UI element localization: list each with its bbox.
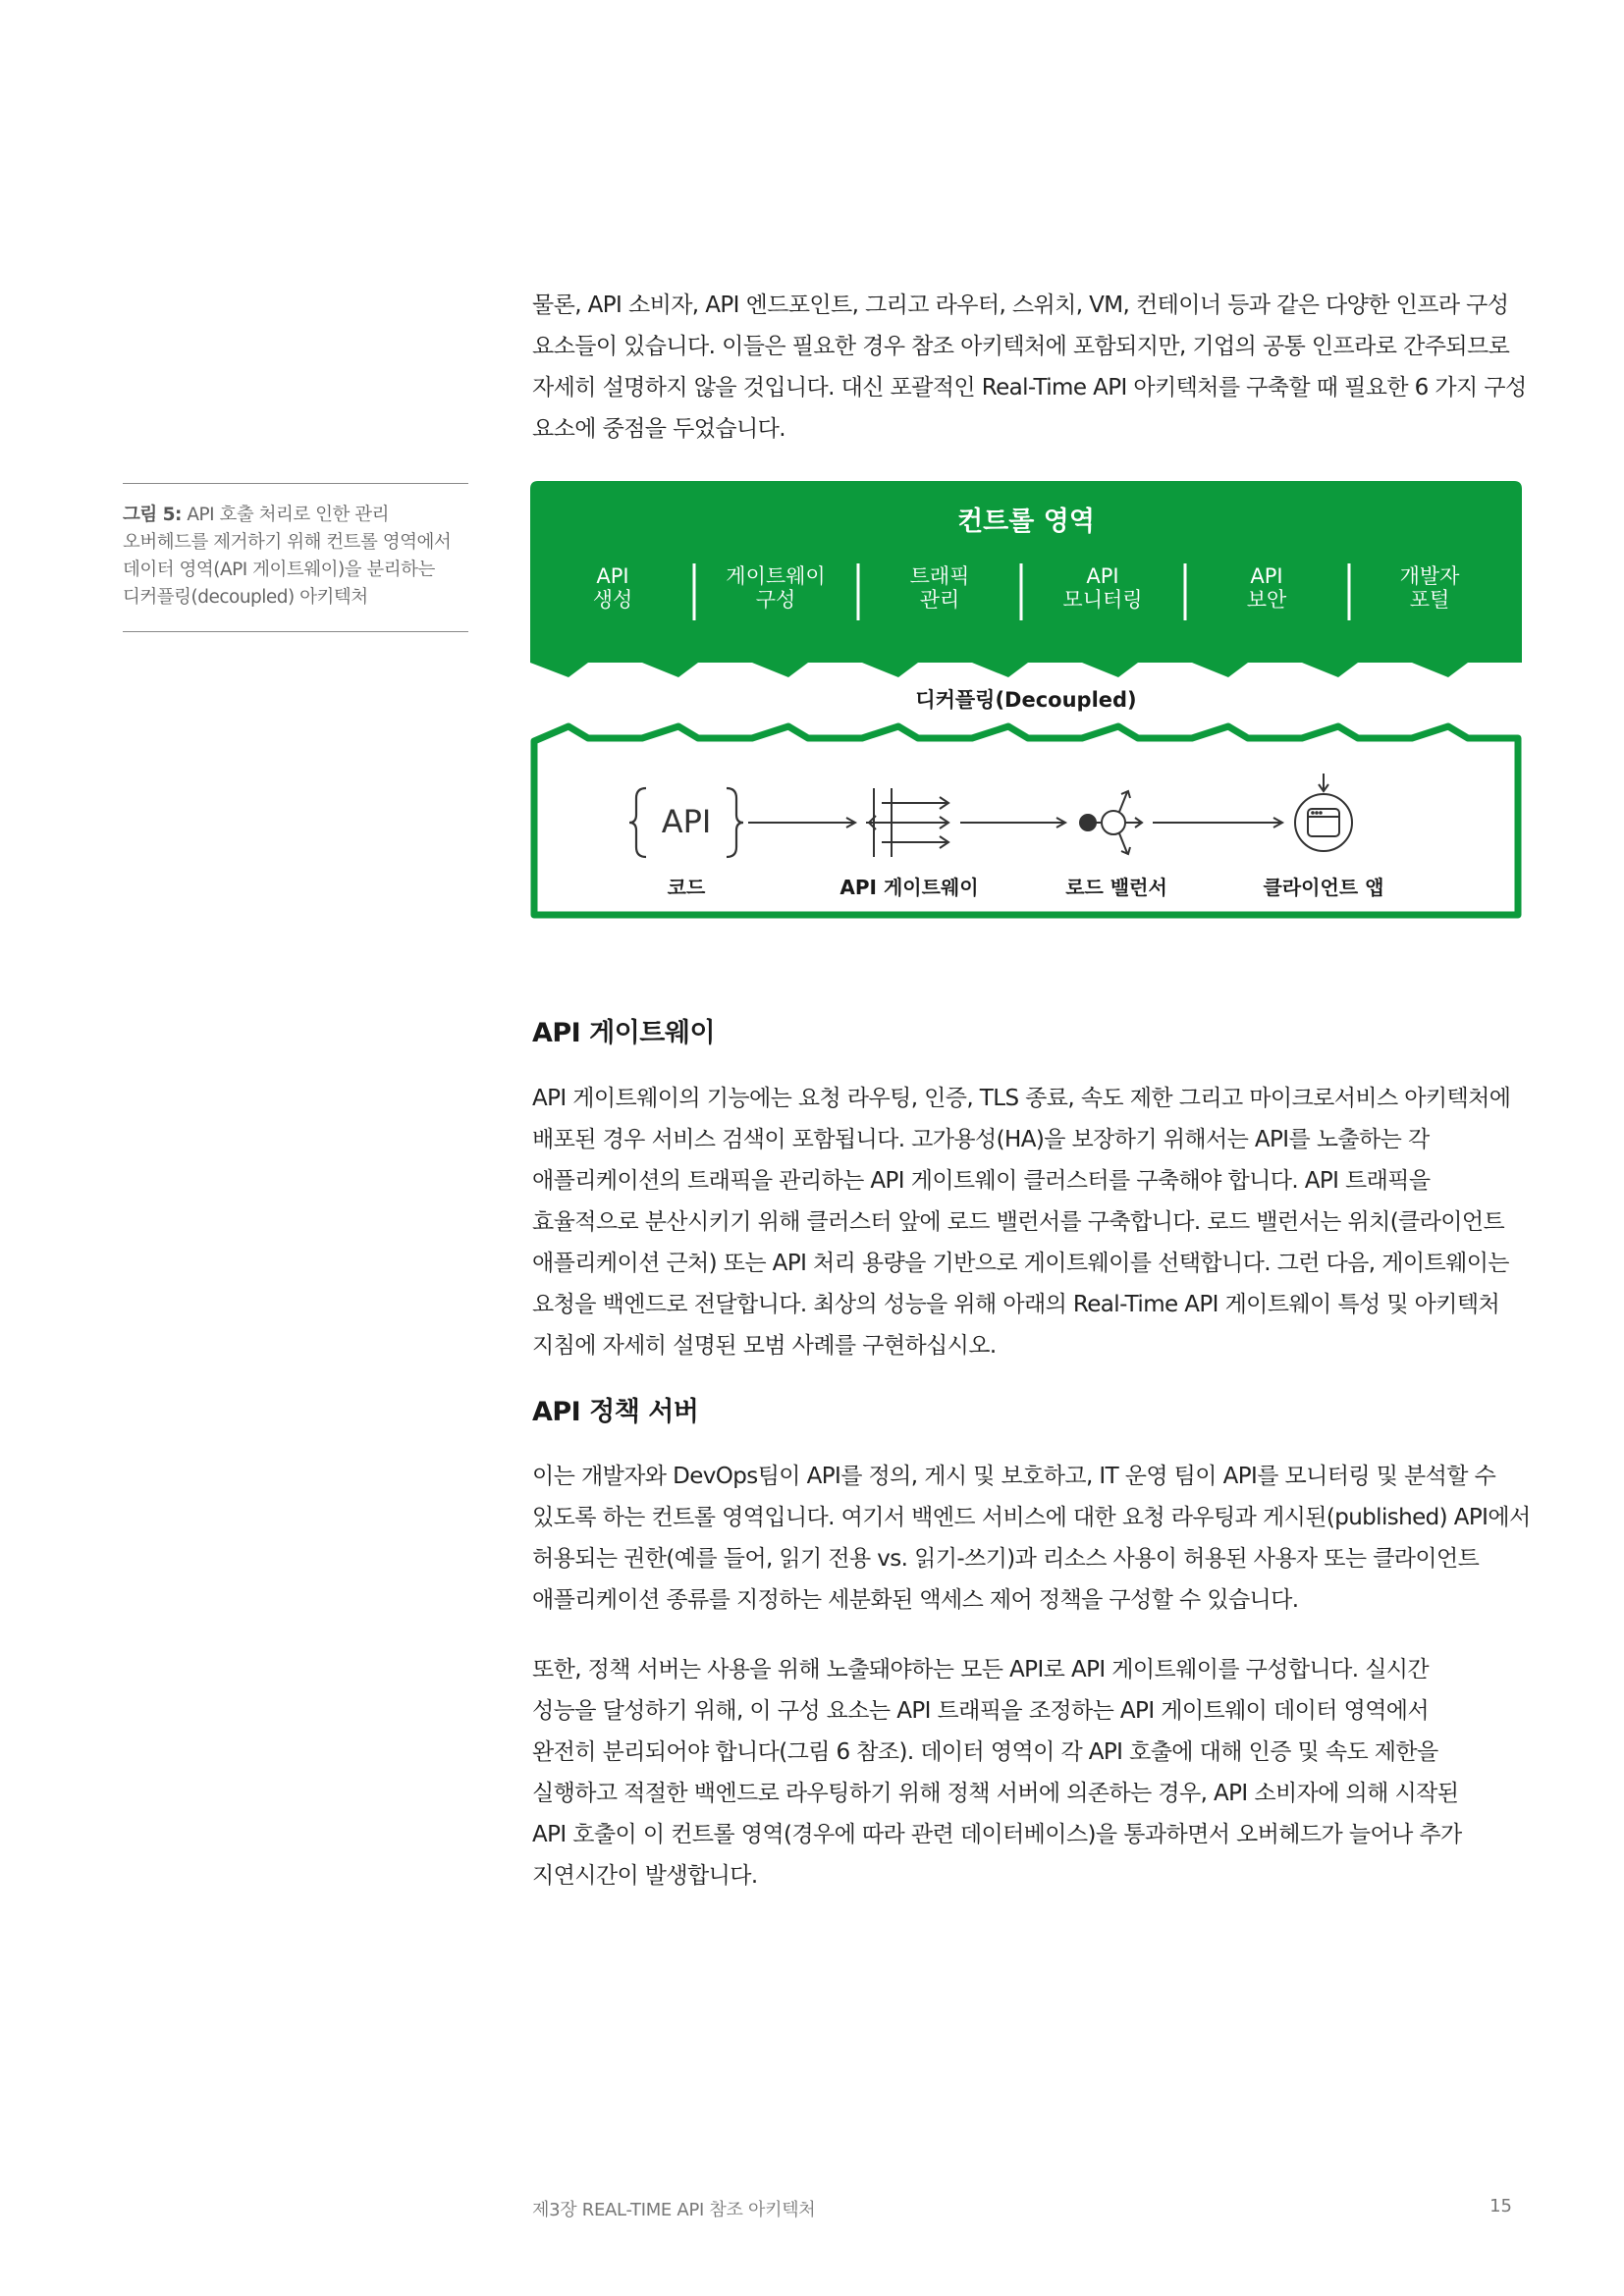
control-item-gateway-config-l1: 게이트웨이 xyxy=(726,564,826,588)
caption-line-2: 오버헤드를 제거하기 위해 컨트롤 영역에서 xyxy=(123,532,452,553)
control-item-api-monitoring-l2: 모니터링 xyxy=(1062,588,1143,612)
control-item-api-security-l1: API xyxy=(1250,564,1283,588)
section1-line: 지침에 자세히 설명된 모범 사례를 구현하십시오. xyxy=(532,1333,997,1359)
section-title-api-policy-server: API 정책 서버 xyxy=(532,1397,699,1427)
section2-paragraph-2 xyxy=(532,1649,1514,1896)
api-braces-icon xyxy=(629,788,743,857)
caption-label: 그림 5: xyxy=(123,505,182,525)
section1-paragraph xyxy=(532,1078,1514,1366)
caption-line-3: 데이터 영역(API 게이트웨이)을 분리하는 xyxy=(123,560,435,580)
data-plane-labels xyxy=(668,876,1384,899)
control-item-gateway-config-l2: 구성 xyxy=(755,588,796,612)
caption-line-1 xyxy=(123,502,468,529)
section2-line: 지연시간이 발생합니다. xyxy=(532,1863,758,1889)
page-number: 15 xyxy=(1489,2196,1512,2216)
arrow-code-to-gateway xyxy=(748,818,855,828)
section2-line: 허용되는 권한(예를 들어, 읽기 전용 vs. 읽기-쓰기)과 리소스 사용이 허용된 사용자 또는 클라이언트 xyxy=(532,1546,1480,1572)
architecture-diagram xyxy=(530,481,1522,923)
intro-line: 물론, API 소비자, API 엔드포인트, 그리고 라우터, 스위치, VM, 컨테이너 등과 같은 다양한 인프라 구성 xyxy=(532,293,1509,318)
section-title-api-gateway: API 게이트웨이 xyxy=(532,1018,716,1048)
section2-line: 이는 개발자와 DevOps팀이 API를 정의, 게시 및 보호하고, IT 운영 팀이 API를 모니터링 및 분석할 수 xyxy=(532,1464,1496,1489)
gateway-arrows-icon xyxy=(866,788,948,857)
section1-line: 애플리케이션 근처) 또는 API 처리 용량을 기반으로 게이트웨이를 선택합니다. 그런 다음, 게이트웨이는 xyxy=(532,1251,1509,1276)
section1-line: 요청을 백엔드로 전달합니다. 최상의 성능을 위해 아래의 Real-Time API 게이트웨이 특성 및 아키텍처 xyxy=(532,1292,1500,1317)
figure-caption xyxy=(123,483,468,632)
footer-chapter: 제3장 REAL-TIME API 참조 아키텍처 xyxy=(532,2200,816,2220)
arrow-gateway-to-lb xyxy=(960,818,1065,828)
section2-line: 또한, 정책 서버는 사용을 위해 노출돼야하는 모든 API로 API 게이트웨이를 구성합니다. 실시간 xyxy=(532,1657,1430,1682)
section2-line: 실행하고 적절한 백엔드로 라우팅하기 위해 정책 서버에 의존하는 경우, API 소비자에 의해 시작된 xyxy=(532,1781,1459,1806)
control-item-dev-portal-l1: 개발자 xyxy=(1399,564,1460,588)
control-plane-title: 컨트롤 영역 xyxy=(957,507,1095,537)
label-api-gateway: API 게이트웨이 xyxy=(839,876,979,899)
section2-line: 성능을 달성하기 위해, 이 구성 요소는 API 트래픽을 조정하는 API 게이트웨이 데이터 영역에서 xyxy=(532,1698,1430,1724)
code-icon-text: API xyxy=(661,803,712,840)
intro-line: 요소에 중점을 두었습니다. xyxy=(532,416,785,442)
label-load-balancer: 로드 밸런서 xyxy=(1065,876,1167,899)
control-item-api-create-l1: API xyxy=(596,564,629,588)
caption-line-4: 디커플링(decoupled) 아키텍처 xyxy=(123,587,368,608)
control-item-api-create-l2: 생성 xyxy=(592,588,633,612)
intro-paragraph xyxy=(532,285,1527,450)
section1-line: 배포된 경우 서비스 검색이 포함됩니다. 고가용성(HA)을 보장하기 위해서는 API를 노출하는 각 xyxy=(532,1127,1430,1152)
control-item-traffic-mgmt-l1: 트래픽 xyxy=(909,564,970,588)
decoupled-label: 디커플링(Decoupled) xyxy=(915,688,1137,712)
section2-line: API 호출이 이 컨트롤 영역(경우에 따라 관련 데이터베이스)을 통과하면서 오버헤드가 늘어나 추가 xyxy=(532,1822,1462,1847)
intro-line: 요소들이 있습니다. 이들은 필요한 경우 참조 아키텍처에 포함되지만, 기업의 공통 인프라로 간주되므로 xyxy=(532,334,1510,359)
label-client-app: 클라이언트 앱 xyxy=(1263,876,1384,899)
section2-line: 완전히 분리되어야 합니다(그림 6 참조). 데이터 영역이 각 API 호출에 대해 인증 및 속도 제한을 xyxy=(532,1739,1438,1765)
control-item-api-monitoring-l1: API xyxy=(1086,564,1119,588)
label-code: 코드 xyxy=(667,876,706,899)
section1-line: 애플리케이션의 트래픽을 관리하는 API 게이트웨이 클러스터를 구축해야 합니다. API 트래픽을 xyxy=(532,1168,1431,1194)
section1-line: 효율적으로 분산시키기 위해 클러스터 앞에 로드 밸런서를 구축합니다. 로드 밸런서는 위치(클라이언트 xyxy=(532,1209,1505,1235)
intro-line: 자세히 설명하지 않을 것입니다. 대신 포괄적인 Real-Time API 아키텍처를 구축할 때 필요한 6 가지 구성 xyxy=(532,375,1527,400)
load-balancer-icon xyxy=(1080,791,1142,854)
section2-line: 애플리케이션 종류를 지정하는 세분화된 액세스 제어 정책을 구성할 수 있습니다. xyxy=(532,1587,1299,1613)
client-app-icon xyxy=(1295,774,1352,851)
control-item-dev-portal-l2: 포털 xyxy=(1409,588,1450,612)
control-item-api-security-l2: 보안 xyxy=(1246,588,1287,612)
section2-paragraph-1 xyxy=(532,1456,1531,1621)
section2-line: 있도록 하는 컨트롤 영역입니다. 여기서 백엔드 서비스에 대한 요청 라우팅과 게시된(published) API에서 xyxy=(532,1505,1531,1530)
section1-line: API 게이트웨이의 기능에는 요청 라우팅, 인증, TLS 종료, 속도 제한 그리고 마이크로서비스 아키텍처에 xyxy=(532,1086,1511,1111)
arrow-lb-to-client xyxy=(1153,818,1282,828)
caption-line-1-text: API 호출 처리로 인한 관리 xyxy=(181,505,389,525)
control-item-traffic-mgmt-l2: 관리 xyxy=(919,588,960,612)
